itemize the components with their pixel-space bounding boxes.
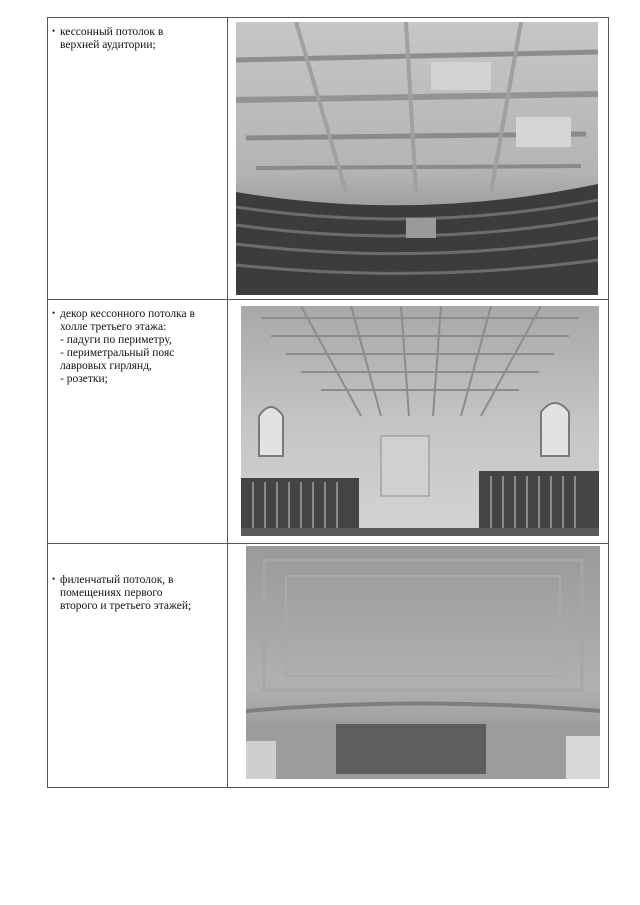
panelled-ceiling-photo — [246, 546, 600, 779]
list-item: • филенчатый потолок, в — [52, 574, 174, 586]
list-item-continuation: - падуги по периметру, — [60, 334, 172, 346]
coffered-ceiling-auditorium-photo — [236, 22, 598, 295]
list-item: • кессонный потолок в — [52, 26, 164, 38]
bullet-icon: • — [52, 26, 56, 36]
list-item-continuation: лавровых гирлянд, — [60, 360, 152, 372]
list-item-continuation: - периметральный пояс — [60, 347, 175, 359]
list-item-continuation: верхней аудитории; — [60, 39, 156, 51]
list-item-continuation: второго и третьего этажей; — [60, 600, 192, 612]
photo-cell — [228, 544, 608, 787]
list-item-continuation: помещениях первого — [60, 587, 163, 599]
heritage-table — [47, 17, 609, 788]
description-cell — [48, 544, 228, 787]
photo-cell — [228, 18, 608, 299]
table-row — [48, 544, 608, 787]
table-row — [48, 300, 608, 544]
bullet-icon: • — [52, 574, 56, 584]
description-cell — [48, 18, 228, 299]
coffered-ceiling-hall-photo — [241, 306, 599, 536]
description-cell — [48, 300, 228, 543]
photo-cell — [228, 300, 608, 543]
list-item-continuation: - розетки; — [60, 373, 108, 385]
bullet-icon: • — [52, 308, 56, 318]
list-item: • декор кессонного потолка в — [52, 308, 195, 320]
table-row — [48, 18, 608, 300]
list-item-continuation: холле третьего этажа: — [60, 321, 167, 333]
